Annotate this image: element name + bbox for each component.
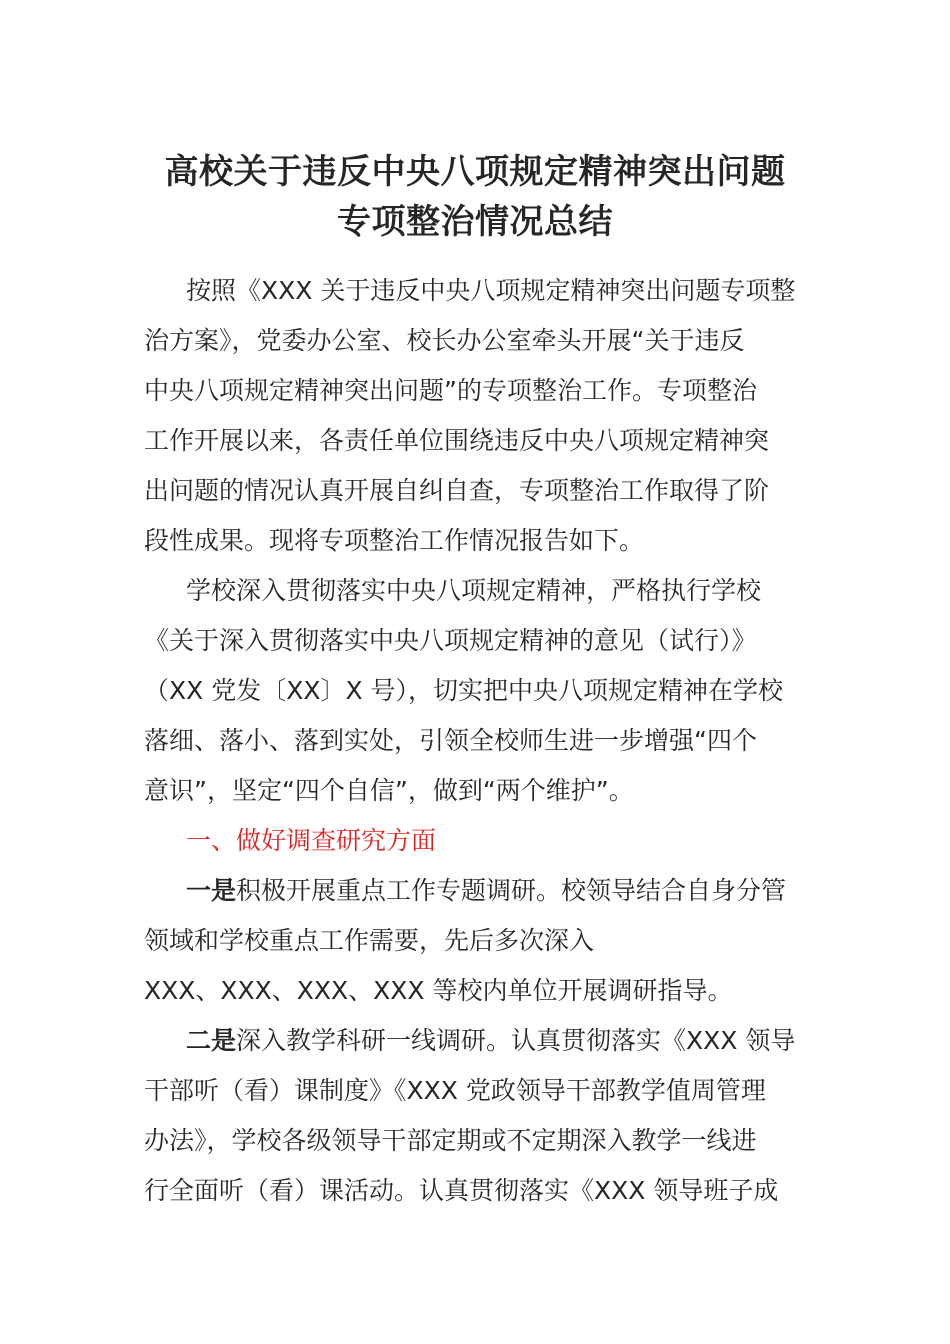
- paragraph2-line: （XX 党发〔XX〕X 号），切实把中央八项规定精神在学校: [144, 676, 784, 705]
- section1-heading: 一、做好调查研究方面: [186, 826, 437, 855]
- document-title-line2: 专项整治情况总结: [337, 202, 613, 242]
- item2-line2: 干部听（看）课制度》《XXX 党政领导干部教学值周管理: [144, 1076, 766, 1105]
- item2-lead: 二是: [186, 1026, 237, 1055]
- paragraph1-line: 治方案》，党委办公室、校长办公室牵头开展“关于违反: [144, 326, 745, 355]
- item2-line1: [144, 1016, 810, 1066]
- item2-line1-text: 深入教学科研一线调研。认真贯彻落实《XXX 领导: [236, 1026, 796, 1055]
- item1-line1-text: 积极开展重点工作专题调研。校领导结合自身分管: [236, 876, 787, 905]
- paragraph1-line: 工作开展以来，各责任单位围绕违反中央八项规定精神突: [144, 426, 770, 455]
- item1-line2: 领域和学校重点工作需要，先后多次深入: [144, 926, 595, 955]
- document-body: [144, 266, 810, 1216]
- paragraph1-line: 段性成果。现将专项整治工作情况报告如下。: [144, 526, 645, 555]
- paragraph1-line: 按照《XXX 关于违反中央八项规定精神突出问题专项整: [186, 276, 796, 305]
- item1-line3: XXX、XXX、XXX、XXX 等校内单位开展调研指导。: [144, 976, 733, 1005]
- paragraph2-line: 落细、落小、落到实处，引领全校师生进一步增强“四个: [144, 726, 757, 755]
- item2-line3: 办法》，学校各级领导干部定期或不定期深入教学一线进: [144, 1126, 757, 1155]
- item2-line4: 行全面听（看）课活动。认真贯彻落实《XXX 领导班子成: [144, 1176, 779, 1205]
- document-title-line1: 高校关于违反中央八项规定精神突出问题: [164, 152, 786, 192]
- paragraph1-line: 中央八项规定精神突出问题”的专项整治工作。专项整治: [144, 376, 757, 405]
- paragraph2-line: 意识”，坚定“四个自信”，做到“两个维护”。: [144, 776, 634, 805]
- item1-line1: [144, 866, 810, 916]
- item1-lead: 一是: [186, 876, 237, 905]
- paragraph2-line: 学校深入贯彻落实中央八项规定精神，严格执行学校: [186, 576, 762, 605]
- paragraph1-line: 出问题的情况认真开展自纠自查，专项整治工作取得了阶: [144, 476, 770, 505]
- paragraph2-line: 《关于深入贯彻落实中央八项规定精神的意见（试行）》: [144, 626, 757, 655]
